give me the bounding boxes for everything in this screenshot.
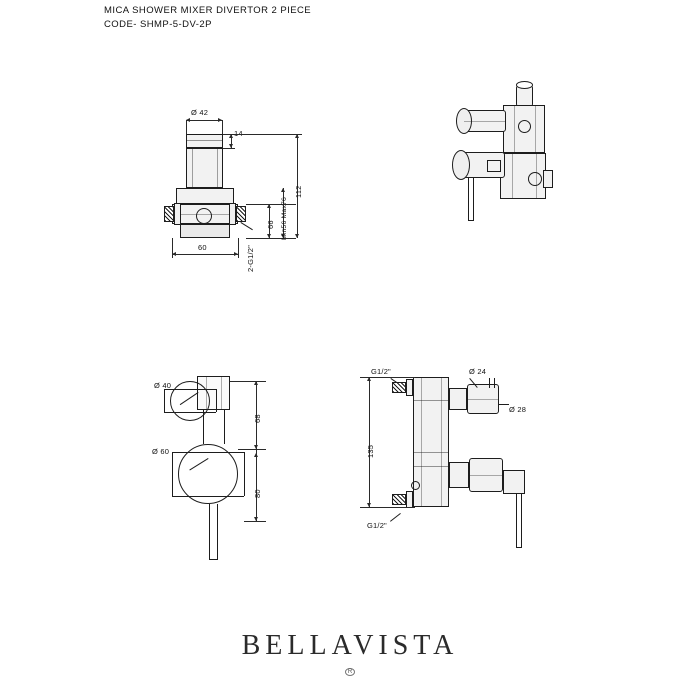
arrow-right-60: [234, 252, 238, 256]
lower-lever-end: [516, 547, 522, 548]
body-centerline: [180, 214, 230, 215]
label-inlet-top: G1/2": [371, 367, 391, 376]
cap-collar-midline: [186, 140, 223, 141]
arrow-up-112: [295, 134, 299, 138]
label-66: 66: [266, 220, 275, 229]
iso-top-spout-rim: [516, 81, 533, 89]
dim-line-dia42: [186, 120, 222, 121]
ext-66-top: [246, 204, 296, 205]
section-body-divider1: [413, 400, 449, 401]
handle-edge-left: [164, 389, 165, 412]
lower-lever-right: [521, 492, 522, 547]
arrow-up-minmax: [281, 188, 285, 192]
label-dia40: Ø 40: [154, 381, 172, 390]
iso-lever-right: [473, 178, 474, 220]
ext-line-14-bot: [223, 148, 235, 149]
product-code: CODE- SHMP-5-DV-2P: [104, 18, 212, 30]
section-drain-port: [411, 481, 420, 490]
barrel-line-a: [192, 148, 193, 188]
plate-chord-top: [172, 452, 244, 453]
ext-80-bot: [244, 521, 266, 522]
plate-circle-60: [178, 444, 238, 504]
label-80: 80: [253, 489, 262, 498]
port-right-thread: [236, 206, 246, 222]
label-inlet-bottom: G1/2": [367, 521, 387, 530]
plate-edge-left: [172, 452, 173, 496]
arrow-down-135: [367, 503, 371, 507]
registered-icon: R: [345, 668, 355, 676]
label-68: 68: [253, 414, 262, 423]
handle-chord-bottom: [164, 412, 216, 413]
label-135: 135: [366, 444, 375, 458]
spindle-stem2: [494, 378, 495, 388]
iso-upper-body-line1: [514, 105, 515, 153]
product-title: MICA SHOWER MIXER DIVERTOR 2 PIECE: [104, 5, 312, 16]
spindle-upper-neck: [449, 388, 467, 410]
iso-lever-end: [468, 220, 474, 221]
lower-lever-left: [516, 492, 517, 547]
plate-stem-right: [224, 410, 225, 444]
ext-68-bot: [238, 449, 266, 450]
inlet-top-thread: [392, 382, 406, 393]
arrow-down-112: [295, 234, 299, 238]
body-base: [180, 224, 230, 238]
arrow-up-68: [254, 381, 258, 385]
ext-line-dia42-left: [186, 120, 187, 134]
inlet-bottom-flange: [406, 491, 413, 508]
ext-112-top: [234, 134, 302, 135]
ext-66-bot: [246, 238, 296, 239]
iso-connector: [487, 160, 501, 172]
plate-top-line2: [221, 376, 222, 410]
brand-logo: [0, 630, 700, 662]
inlet-top-flange: [406, 379, 413, 396]
inlet-bottom-thread: [392, 494, 406, 505]
label-dia24: Ø 24: [469, 367, 487, 376]
plate-lever-end: [209, 559, 218, 560]
handle-lower-midline: [469, 475, 503, 476]
iso-lever-left: [468, 178, 469, 220]
label-thread: 2-G1/2": [246, 245, 255, 272]
iso-side-outlet: [543, 170, 553, 188]
ext-135-bot: [360, 507, 415, 508]
cap-collar: [186, 134, 223, 148]
plate-lever-right: [217, 504, 218, 559]
dim-line-80: [256, 449, 257, 521]
dim-line-60: [172, 254, 238, 255]
barrel-line-b: [217, 148, 218, 188]
arrow-up-80: [254, 453, 258, 457]
label-dia60: Ø 60: [152, 447, 170, 456]
port-right-flange: [229, 203, 236, 225]
iso-upper-body-line2: [535, 105, 536, 153]
ext-68-top: [230, 381, 266, 382]
iso-upper-handle-line: [464, 121, 506, 122]
arrow-left-60: [172, 252, 176, 256]
handle-circle-40: [170, 381, 210, 421]
section-body-line2: [441, 377, 442, 507]
label-dia42: Ø 42: [191, 108, 209, 117]
iso-lower-handle-cap: [452, 150, 470, 180]
brand-name: BELLAVISTA: [241, 630, 459, 661]
iso-lower-body-line1: [512, 153, 513, 199]
leader-thread: [240, 222, 252, 230]
lower-lever-hub: [503, 470, 525, 494]
arrow-up-66: [267, 204, 271, 208]
body-bore: [196, 208, 212, 224]
brand-registered-mark: [0, 668, 700, 675]
plate-edge-right: [244, 452, 245, 496]
label-dia28: Ø 28: [509, 405, 527, 414]
section-body-divider3: [413, 466, 449, 467]
leader-inlet-bottom: [390, 513, 401, 522]
label-60: 60: [198, 243, 207, 252]
plate-chord-bottom: [172, 496, 244, 497]
handle-chord-top: [164, 389, 216, 390]
title-block: [104, 4, 311, 32]
ext-60-right: [238, 238, 239, 258]
port-left-thread: [164, 206, 174, 222]
ext-line-dia42-right: [222, 120, 223, 134]
arrow-up-135: [367, 377, 371, 381]
handle-upper-midline: [467, 399, 499, 400]
iso-upper-port: [518, 120, 531, 133]
arrow-down-66: [267, 234, 271, 238]
spindle-stem: [489, 378, 490, 388]
handle-edge-right: [216, 389, 217, 412]
label-min-max: Min56 Max76: [281, 196, 288, 240]
spindle-lower-neck: [449, 462, 469, 488]
iso-lower-port: [528, 172, 542, 186]
arrow-down-80: [254, 517, 258, 521]
body-shoulder: [176, 188, 234, 204]
dim-line-135: [369, 377, 370, 507]
plate-stem-left: [203, 410, 204, 444]
section-body-line1: [421, 377, 422, 507]
section-body-divider2: [413, 452, 449, 453]
label-112: 112: [294, 185, 303, 198]
leader-dia28: [499, 404, 509, 405]
plate-lever-left: [209, 504, 210, 559]
